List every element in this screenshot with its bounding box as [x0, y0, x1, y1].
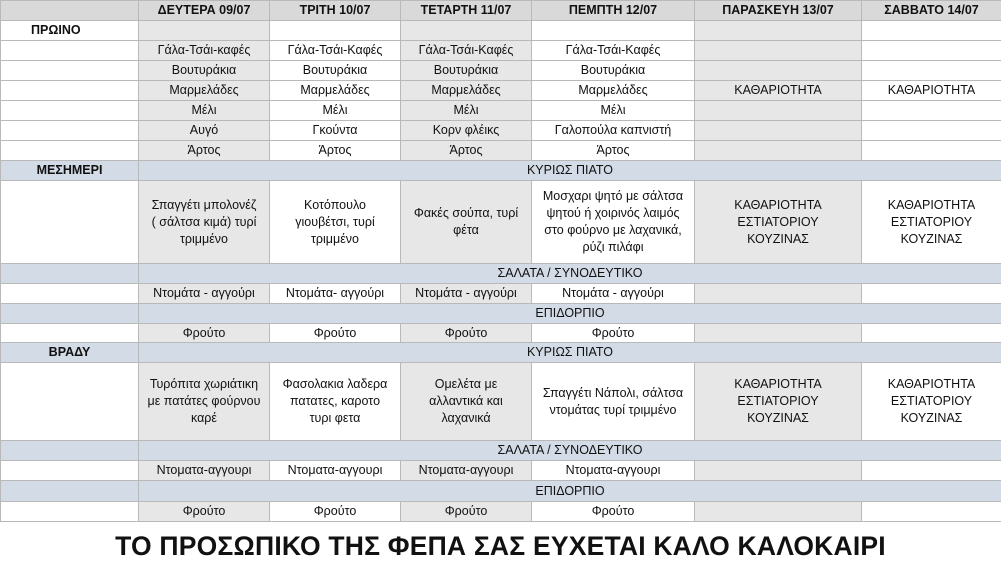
menu-cell [270, 21, 401, 41]
label-cell [1, 101, 139, 121]
menu-cell: Άρτος [532, 141, 695, 161]
menu-cell: Σπαγγέτι Νάπολι, σάλτσα ντομάτας τυρί τριμμένο [532, 363, 695, 441]
menu-cell: Φρούτο [139, 324, 270, 343]
breakfast-row [1, 101, 1001, 121]
menu-cell: Αυγό [139, 121, 270, 141]
menu-cell: Ντοματα-αγγουρι [270, 461, 401, 481]
section-label-breakfast: ΠΡΩΙΝΟ [1, 21, 139, 41]
menu-cell: Τυρόπιτα χωριάτικη με πατάτες φούρνου καρέ [139, 363, 270, 441]
menu-cell: Κορν φλέικς [401, 121, 532, 141]
menu-cell [862, 101, 1001, 121]
header-corner [1, 1, 139, 21]
menu-cell: Ντομάτα - αγγούρι [139, 284, 270, 304]
lunch-dessert-row [1, 324, 1001, 343]
menu-cell: Μοσχαρι ψητό με σάλτσα ψητού ή χοιρινός λαιμός στο φούρνο με λαχανικά, ρύζι πιλάφι [532, 181, 695, 264]
menu-cell [695, 461, 862, 481]
menu-cell: Μέλι [401, 101, 532, 121]
label-cell [1, 181, 139, 264]
menu-cell: Μέλι [270, 101, 401, 121]
label-cell [1, 284, 139, 304]
menu-cell: Κοτόπουλο γιουβέτσι, τυρί τριμμένο [270, 181, 401, 264]
menu-cell [862, 284, 1001, 304]
day-header: ΣΑΒΒΑΤΟ 14/07 [862, 1, 1001, 21]
label-cell [1, 304, 139, 324]
section-label-dinner: ΒΡΑΔΥ [1, 343, 139, 363]
breakfast-row [1, 81, 1001, 101]
menu-cell [862, 502, 1001, 522]
header-row [1, 1, 1001, 21]
dinner-main-row [1, 363, 1001, 441]
menu-cell: ΚΑΘΑΡΙΟΤΗΤΑ ΕΣΤΙΑΤΟΡΙΟΥ ΚΟΥΖΙΝΑΣ [695, 363, 862, 441]
menu-cell [862, 121, 1001, 141]
menu-cell [862, 461, 1001, 481]
menu-cell [139, 21, 270, 41]
menu-cell [695, 141, 862, 161]
menu-cell [695, 61, 862, 81]
menu-cell [695, 121, 862, 141]
menu-cell: Μαρμελάδες [139, 81, 270, 101]
menu-cell: Σπαγγέτι μπολονέζ ( σάλτσα κιμά) τυρί τριμμένο [139, 181, 270, 264]
lunch-main-band-row [1, 161, 1001, 181]
menu-cell: ΚΑΘΑΡΙΟΤΗΤΑ ΕΣΤΙΑΤΟΡΙΟΥ ΚΟΥΖΙΝΑΣ [862, 181, 1001, 264]
main-course-band: ΚΥΡΙΩΣ ΠΙΑΤΟ [139, 161, 1001, 181]
dessert-band: ΕΠΙΔΟΡΠΙΟ [139, 481, 1001, 502]
menu-cell: Μαρμελάδες [401, 81, 532, 101]
menu-cell [862, 21, 1001, 41]
menu-cell: Γκούντα [270, 121, 401, 141]
menu-cell [862, 324, 1001, 343]
salad-band: ΣΑΛΑΤΑ / ΣΥΝΟΔΕΥΤΙΚΟ [139, 264, 1001, 284]
menu-cell: Φρούτο [270, 324, 401, 343]
menu-cell [695, 101, 862, 121]
menu-cell: Μαρμελάδες [532, 81, 695, 101]
label-cell [1, 41, 139, 61]
menu-cell: Βουτυράκια [270, 61, 401, 81]
menu-cell: Φρούτο [270, 502, 401, 522]
dinner-dessert-band-row [1, 481, 1001, 502]
menu-cell: Φρούτο [401, 502, 532, 522]
menu-cell: Ντομάτα- αγγούρι [270, 284, 401, 304]
main-course-band: ΚΥΡΙΩΣ ΠΙΑΤΟ [139, 343, 1001, 363]
menu-cell: Ντομάτα - αγγούρι [401, 284, 532, 304]
menu-cell: Βουτυράκια [532, 61, 695, 81]
menu-cell: ΚΑΘΑΡΙΟΤΗΤΑ [862, 81, 1001, 101]
menu-cell: Φρούτο [532, 502, 695, 522]
menu-cell [401, 21, 532, 41]
label-cell [1, 61, 139, 81]
label-cell [1, 141, 139, 161]
summer-wishes-footer: ΤΟ ΠΡΟΣΩΠΙΚΟ ΤΗΣ ΦΕΠΑ ΣΑΣ ΕΥΧΕΤΑΙ ΚΑΛΟ ΚΑΛΟΚΑΙΡΙ [0, 526, 1001, 566]
label-cell [1, 363, 139, 441]
label-cell [1, 481, 139, 502]
breakfast-row [1, 21, 1001, 41]
dinner-salad-row [1, 461, 1001, 481]
menu-cell: Βουτυράκια [401, 61, 532, 81]
label-cell [1, 264, 139, 284]
day-header: ΤΡΙΤΗ 10/07 [270, 1, 401, 21]
menu-cell: Γάλα-Τσάι-Καφές [270, 41, 401, 61]
menu-cell: Γάλα-Τσάι-Καφές [401, 41, 532, 61]
menu-cell: Ντομάτα - αγγούρι [532, 284, 695, 304]
menu-cell: Φακές σούπα, τυρί φέτα [401, 181, 532, 264]
menu-cell: Άρτος [401, 141, 532, 161]
dessert-band: ΕΠΙΔΟΡΠΙΟ [139, 304, 1001, 324]
lunch-dessert-band-row [1, 304, 1001, 324]
menu-cell [695, 324, 862, 343]
salad-band: ΣΑΛΑΤΑ / ΣΥΝΟΔΕΥΤΙΚΟ [139, 441, 1001, 461]
menu-cell [862, 61, 1001, 81]
breakfast-row [1, 141, 1001, 161]
section-label-lunch: ΜΕΣΗΜΕΡΙ [1, 161, 139, 181]
menu-cell: Φρούτο [532, 324, 695, 343]
dinner-main-band-row [1, 343, 1001, 363]
menu-cell: Ντοματα-αγγουρι [532, 461, 695, 481]
menu-cell: Φρούτο [401, 324, 532, 343]
menu-cell [695, 284, 862, 304]
menu-cell: Ομελέτα με αλλαντικά και λαχανικά [401, 363, 532, 441]
menu-cell [695, 502, 862, 522]
menu-cell: Γαλοπούλα καπνιστή [532, 121, 695, 141]
breakfast-row [1, 41, 1001, 61]
menu-cell: Φασολακια λαδερα πατατες, καροτο τυρι φετα [270, 363, 401, 441]
menu-cell [695, 41, 862, 61]
day-header: ΤΕΤΑΡΤΗ 11/07 [401, 1, 532, 21]
label-cell [1, 441, 139, 461]
menu-cell [532, 21, 695, 41]
menu-cell: Γάλα-Τσάι-Καφές [532, 41, 695, 61]
menu-cell: Βουτυράκια [139, 61, 270, 81]
menu-cell [862, 141, 1001, 161]
label-cell [1, 461, 139, 481]
dinner-dessert-row [1, 502, 1001, 522]
breakfast-row [1, 61, 1001, 81]
menu-cell: Άρτος [139, 141, 270, 161]
menu-cell: Μέλι [532, 101, 695, 121]
label-cell [1, 81, 139, 101]
lunch-salad-row [1, 284, 1001, 304]
label-cell [1, 324, 139, 343]
menu-cell: Γάλα-Τσάι-καφές [139, 41, 270, 61]
menu-cell: Άρτος [270, 141, 401, 161]
label-cell [1, 121, 139, 141]
menu-cell: Φρούτο [139, 502, 270, 522]
menu-cell: Μαρμελάδες [270, 81, 401, 101]
menu-cell [862, 41, 1001, 61]
menu-cell: Μέλι [139, 101, 270, 121]
breakfast-row [1, 121, 1001, 141]
menu-cell [695, 21, 862, 41]
dinner-salad-band-row [1, 441, 1001, 461]
menu-cell: ΚΑΘΑΡΙΟΤΗΤΑ ΕΣΤΙΑΤΟΡΙΟΥ ΚΟΥΖΙΝΑΣ [862, 363, 1001, 441]
lunch-main-row [1, 181, 1001, 264]
day-header: ΠΕΜΠΤΗ 12/07 [532, 1, 695, 21]
menu-cell: ΚΑΘΑΡΙΟΤΗΤΑ [695, 81, 862, 101]
menu-cell: Ντοματα-αγγουρι [401, 461, 532, 481]
menu-cell: ΚΑΘΑΡΙΟΤΗΤΑ ΕΣΤΙΑΤΟΡΙΟΥ ΚΟΥΖΙΝΑΣ [695, 181, 862, 264]
day-header: ΠΑΡΑΣΚΕΥΗ 13/07 [695, 1, 862, 21]
label-cell [1, 502, 139, 522]
day-header: ΔΕΥΤΕΡΑ 09/07 [139, 1, 270, 21]
lunch-salad-band-row [1, 264, 1001, 284]
menu-cell: Ντοματα-αγγουρι [139, 461, 270, 481]
